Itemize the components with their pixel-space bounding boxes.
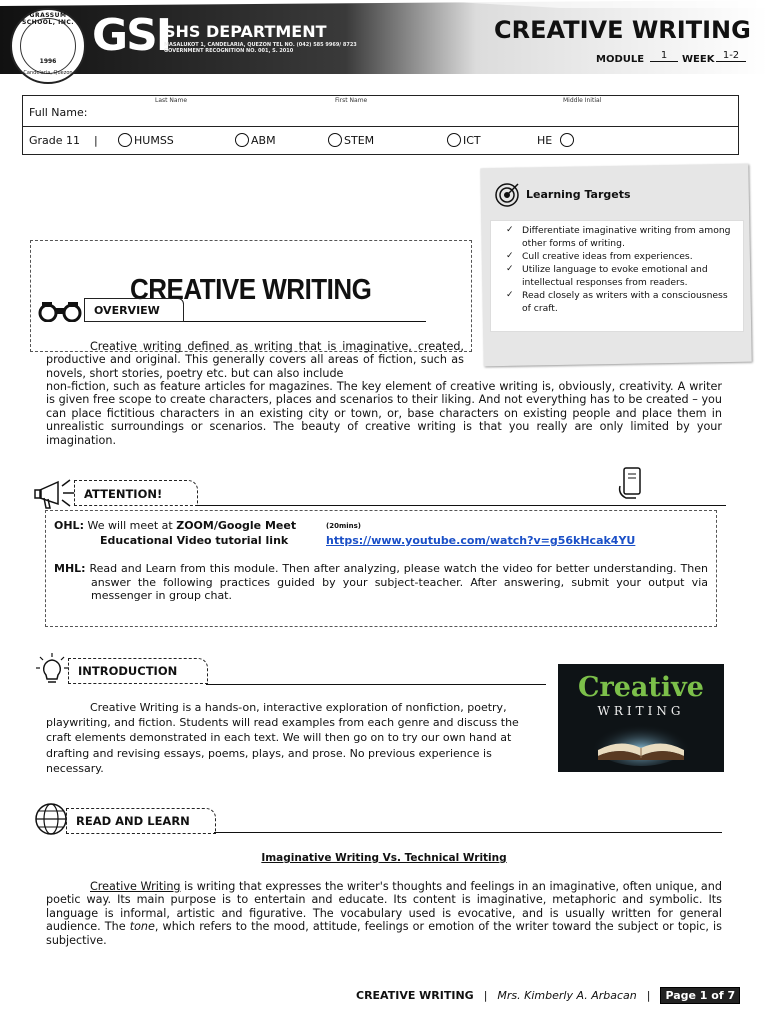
page-footer [356,987,740,1004]
seal-text-top: GRASSUM SCHOOL, INC. [21,12,75,26]
list-item: ✓ Cull creative ideas from experiences. [506,250,738,263]
binoculars-icon [38,300,82,322]
globe-icon [32,800,70,838]
seal-text-bottom: Candelaria, Quezon [23,70,73,76]
ohl-prefix: OHL: [54,519,84,532]
ohl-text: We will meet at [83,519,177,532]
week-label: WEEK [682,54,715,65]
department-title: SHS DEPARTMENT [164,22,327,41]
introduction-text: Creative Writing is a hands-on, interactive exploration of nonfiction, poetry, playwriting, and fiction. Students will read examples from each genre and discuss the craft elements demonstrated in each text. We will then go on to try our own hand at drafting and revising essays, poems, plays, and prose. No previous experience is necessary. [46,701,519,775]
seal-year: 1996 [39,58,57,65]
list-item: ✓ Utilize language to evoke emotional and intellectual responses from readers. [506,263,738,289]
strand-humss[interactable] [118,133,174,147]
row-divider [23,126,738,127]
read-and-learn-label: READ AND LEARN [76,814,190,828]
introduction-label: INTRODUCTION [78,664,178,678]
youtube-link[interactable]: https://www.youtube.com/watch?v=g56kHcak4YU [326,534,636,547]
ohl-platform: ZOOM/Google Meet [176,519,297,532]
overview-text-1: Creative writing defined as writing that is imaginative, created, productive and original. This generally covers all areas of fiction, such as novels, short stories, poetry etc. but can also include [46,340,464,380]
footer-separator: | [646,989,651,1002]
target-icon [494,182,520,208]
video-link-label: Educational Video tutorial link [100,534,289,547]
image-subtitle: WRITING [597,704,685,718]
read-and-learn-paragraph [46,880,722,947]
government-recognition: GOVERNMENT RECOGNITION NO. 001, S. 2010 [164,48,294,54]
list-item: ✓ Read closely as writers with a consciousness of craft. [506,289,738,315]
mhl-prefix: MHL: [54,562,86,575]
ohl-line [54,519,296,532]
tone-word: tone [129,920,155,934]
introduction-paragraph [46,700,546,776]
radio-circle[interactable] [235,133,249,147]
week-number: 1-2 [716,50,746,62]
strand-label: ABM [251,133,276,147]
last-name-label: Last Name [155,97,188,104]
creative-writing-term: Creative Writing [90,880,181,893]
attention-underline [196,505,726,506]
strand-abm[interactable] [235,133,276,147]
learning-targets-list [506,224,738,315]
overview-underline [184,321,426,322]
overview-paragraph-1 [46,340,464,380]
footer-separator: | [483,989,488,1002]
rl-text-b: , which refers to the mood, attitude, feelings or emotion of the writer toward the subject or topic, is subjective. [46,920,722,947]
radio-circle[interactable] [118,133,132,147]
grade-label: Grade 11 | [29,134,98,147]
footer-teacher: Mrs. Kimberly A. Arbacan [497,989,637,1002]
overview-paragraph-2: non-fiction, such as feature articles for magazines. The key element of creative writing is, obviously, creativity. A writer is given free scope to create characters, places and scenarios to their liking. And not everything has to be created – you can place fictitious characters in an existing city or town, or, base characters on existing people and place them in unrealistic surroundings or scenarios. The beauty of creative writing is that you really are only limited by your imagination. [46,380,722,447]
mhl-text: Read and Learn from this module. Then after analyzing, please watch the video for better understanding. Then answer the following practices guided by your subject-teacher. After answering, submit your output via messenger in group chat. [85,562,708,602]
read-and-learn-underline [214,832,722,833]
attention-label: ATTENTION! [84,487,163,501]
list-item: ✓ Differentiate imaginative writing from among other forms of writing. [506,224,738,250]
strand-label: HUMSS [134,133,174,147]
module-big-title: CREATIVE WRITING [130,272,372,306]
introduction-underline [206,684,546,685]
rl-text-a: is writing that expresses the writer's thoughts and feelings in an imaginative, often unique, and poetic way. Its main purpose is to entertain and educate. Its content is imaginative, metaphoric and symbolic. Its language is informal, artistic and figurative. The vocabulary used is evocative, and is usually written for general audience. The [46,880,722,934]
strand-label: ICT [463,133,481,147]
seal-inner-ring [20,18,76,74]
strand-label: STEM [344,133,375,147]
middle-initial-label: Middle Initial [563,97,602,104]
strand-ict[interactable] [447,133,481,147]
radio-circle[interactable] [328,133,342,147]
full-name-field[interactable]: Full Name: [29,106,88,119]
radio-circle[interactable] [560,133,574,147]
lightbulb-icon [34,652,70,688]
megaphone-icon [32,476,78,512]
gsi-logo: GSI [92,10,171,61]
radio-circle[interactable] [447,133,461,147]
first-name-label: First Name [335,97,368,104]
module-label: MODULE [596,54,645,65]
strand-stem[interactable] [328,133,374,147]
footer-course: CREATIVE WRITING [356,989,474,1002]
school-seal [10,8,86,84]
creative-writing-image [558,664,724,772]
page-number-badge: Page 1 of 7 [660,987,740,1004]
student-info-table [22,95,739,155]
strand-he[interactable] [537,133,574,147]
smartphone-icon [616,466,650,500]
department-address: MASALUKOT 1, CANDELARIA, QUEZON TEL NO. (042) 585 9969/ 8723 [164,42,357,48]
section-subheading: Imaginative Writing Vs. Technical Writing [261,852,507,864]
overview-label: OVERVIEW [94,304,160,317]
mhl-paragraph [54,562,708,603]
ohl-duration: (20mins) [326,522,361,530]
learning-targets-title: Learning Targets [526,188,631,201]
image-title: Creative [578,672,704,703]
page-title: CREATIVE WRITING [494,16,751,44]
strand-label: HE [537,133,553,147]
module-number: 1 [650,50,678,62]
